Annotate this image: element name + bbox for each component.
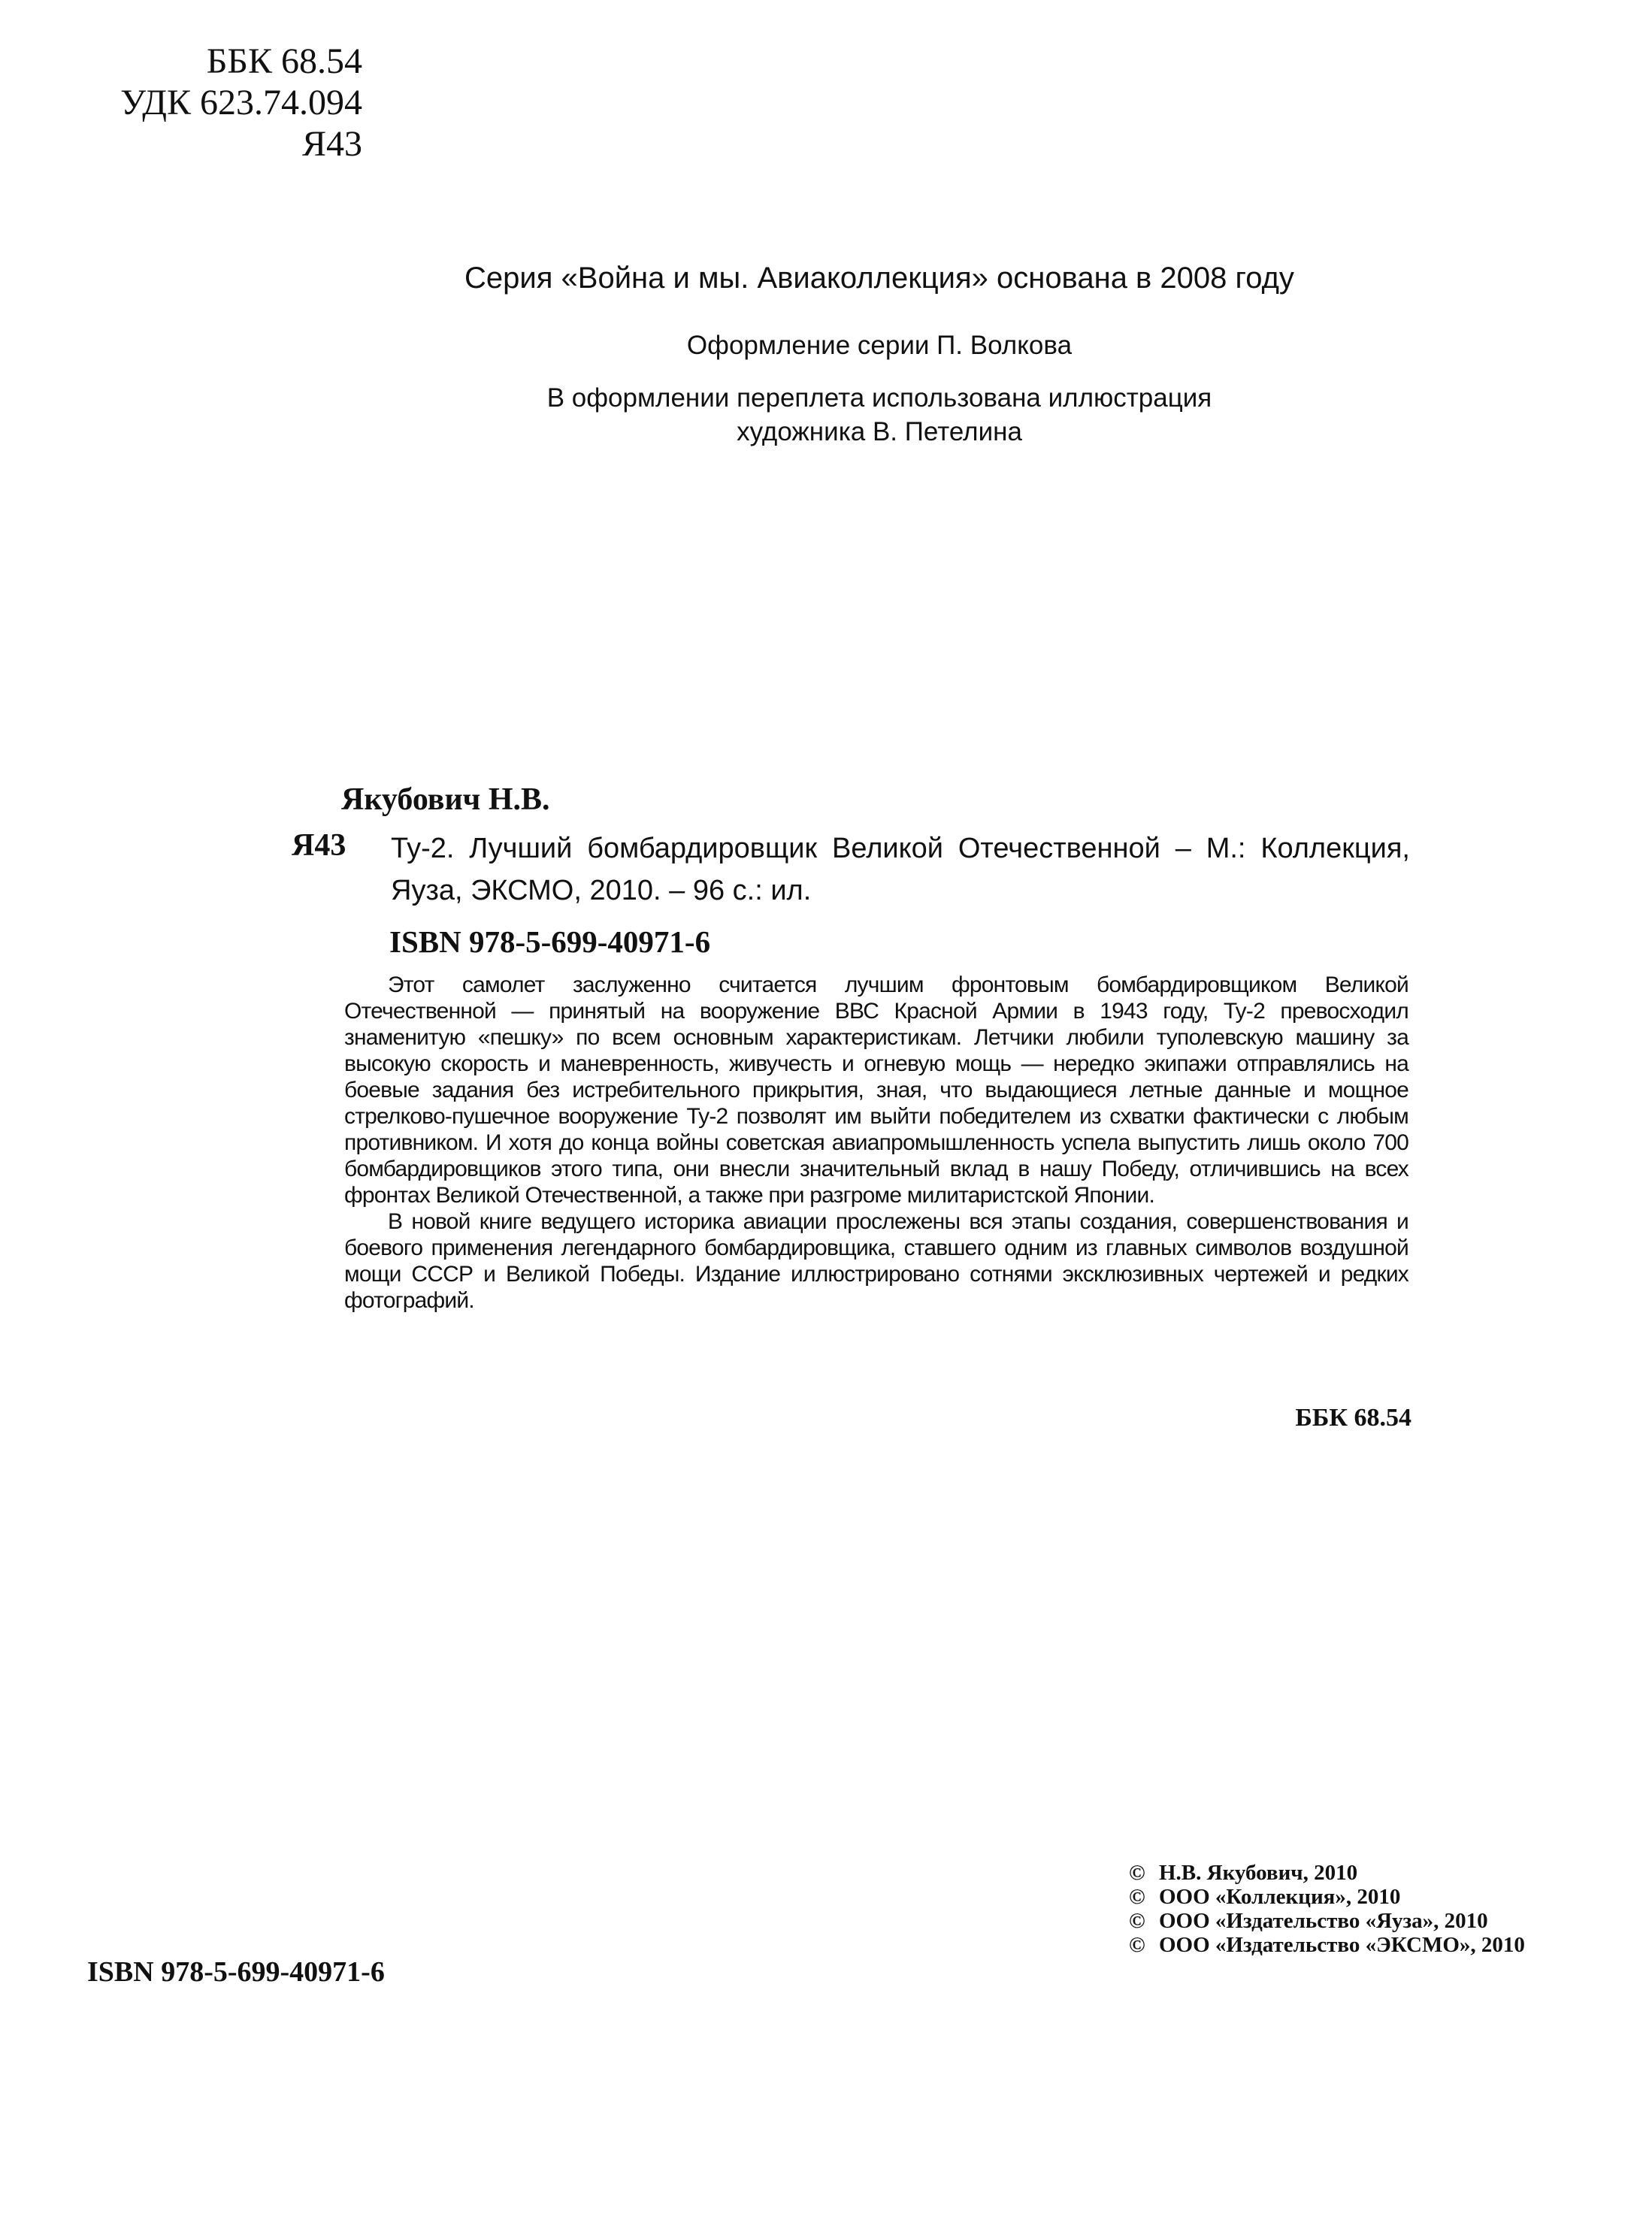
bbk-index: ББК 68.54 (206, 41, 362, 81)
copyright-line (1129, 1885, 1525, 1909)
copyright-line (1129, 1861, 1525, 1885)
copyright-text: ООО «Коллекция», 2010 (1159, 1885, 1401, 1909)
cover-illustration-line-1: В оформлении переплета использована иллюстрация (546, 383, 1212, 413)
isbn-card: ISBN 978-5-699-40971-6 (389, 924, 711, 959)
copyright-text: ООО «Издательство «Яуза», 2010 (1159, 1909, 1488, 1933)
author-name: Якубович Н.В. (341, 782, 550, 817)
copyright-block (1129, 1861, 1525, 1957)
copyright-line (1129, 1909, 1525, 1933)
bibliographic-entry: Ту-2. Лучший бомбардировщик Великой Отечественной – М.: Коллекция, Яуза, ЭКСМО, 2010. – 96 с.: ил. (391, 833, 1410, 906)
copyright-text: ООО «Издательство «ЭКСМО», 2010 (1159, 1933, 1525, 1957)
copyright-symbol: © (1129, 1933, 1145, 1957)
isbn-bottom: ISBN 978-5-699-40971-6 (87, 1956, 385, 1988)
classification-block (105, 41, 362, 165)
annotation-paragraph-1: Этот самолет заслуженно считается лучшим фронтовым бомбардировщиком Великой Отечественной — принятый на вооружение ВВС Красной Армии в 1943 году, Ту-2 превосходил знаменитую «пешку» по всем основным характеристикам. Летчики любили туполевскую машину за высокую скорость и маневренность, живучесть и огневую мощь — нередко экипажи отправлялись на боевые задания без истребительного прикрытия, зная, что выдающиеся летные данные и мощное стрелково-пушечное вооружение Ту-2 позволят им выйти победителем из схватки фактически с любым противником. И хотя до конца войны советская авиапромышленность успела выпустить лишь около 700 бомбардировщиков этого типа, они внесли значительный вклад в нашу Победу, отличившись на всех фронтах Великой Отечественной, а также при разгроме милитаристской Японии. (344, 972, 1408, 1208)
annotation-paragraph-2: В новой книге ведущего историка авиации прослежены вся этапы создания, совершенствования и боевого применения легендарного бомбардировщика, ставшего одним из главных символов воздушной мощи СССР и Великой Победы. Издание иллюстрировано сотнями эксклюзивных чертежей и редких фотографий. (344, 1209, 1408, 1313)
cover-illustration-line-2: художника В. Петелина (737, 417, 1022, 446)
author-mark: Я43 (301, 124, 362, 164)
annotation (344, 972, 1408, 1314)
series-founded-line: Серия «Война и мы. Авиаколлекция» основана в 2008 году (464, 262, 1294, 295)
copyright-symbol: © (1129, 1885, 1145, 1909)
copyright-text: Н.В. Якубович, 2010 (1159, 1861, 1358, 1885)
copyright-symbol: © (1129, 1861, 1145, 1885)
series-design-credit: Оформление серии П. Волкова (686, 331, 1073, 360)
copyright-line (1129, 1933, 1525, 1957)
copyright-symbol: © (1129, 1909, 1145, 1933)
udk-index: УДК 623.74.094 (120, 83, 362, 122)
cover-illustration-credit (451, 381, 1308, 449)
bbk-index-bottom: ББК 68.54 (1295, 1404, 1411, 1432)
catalog-code: Я43 (292, 828, 346, 863)
